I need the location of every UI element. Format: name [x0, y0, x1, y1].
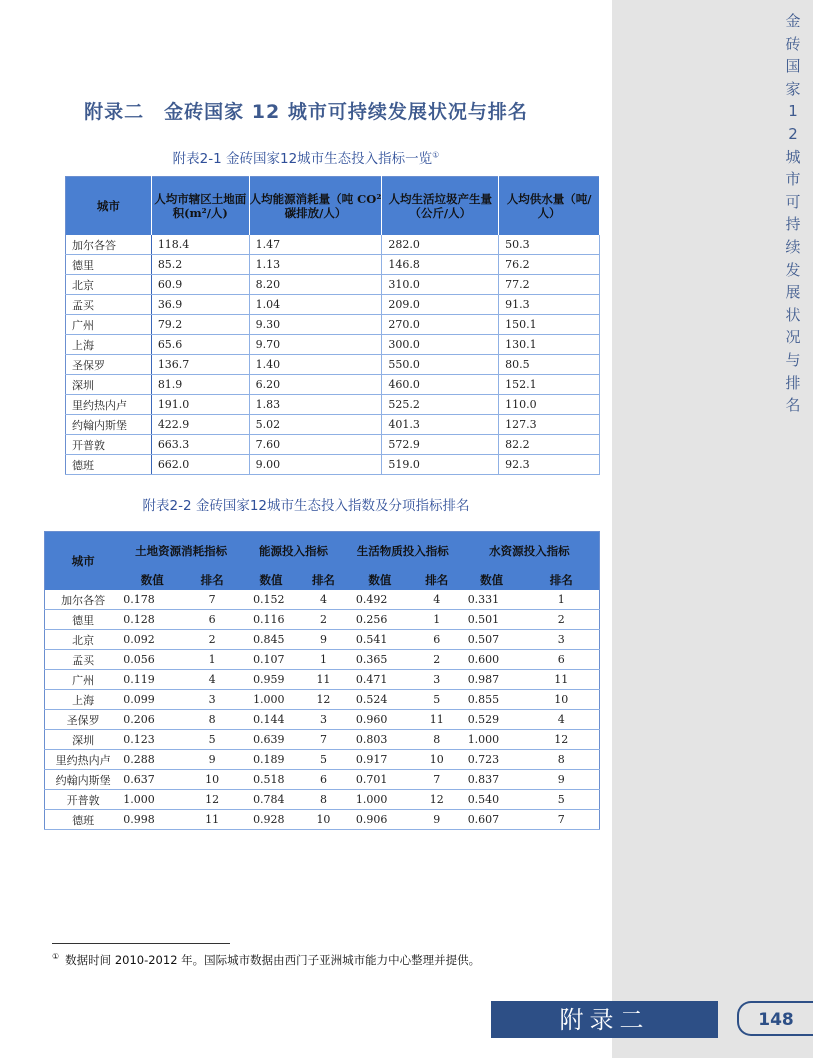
- city-cell: 圣保罗: [45, 710, 122, 730]
- table2-group-header: 生活物质投入指标: [346, 532, 460, 571]
- table1-header-row: [66, 177, 600, 236]
- value-cell: 36.9: [151, 295, 249, 315]
- rank-cell: 9: [301, 630, 346, 650]
- index-value-cell: 0.092: [121, 630, 183, 650]
- table2-sub-header: 数值: [460, 570, 524, 590]
- side-title-char: 金: [785, 12, 801, 30]
- table-row: [45, 790, 600, 810]
- table2-sub-header: 排名: [183, 570, 241, 590]
- value-cell: 50.3: [499, 235, 600, 255]
- index-value-cell: 1.000: [121, 790, 183, 810]
- value-cell: 136.7: [151, 355, 249, 375]
- table-row: [45, 730, 600, 750]
- table2-group-header-row: [45, 532, 600, 571]
- city-cell: 里约热内卢: [45, 750, 122, 770]
- value-cell: 5.02: [249, 415, 382, 435]
- table1-col-header: 城市: [66, 177, 152, 236]
- value-cell: 6.20: [249, 375, 382, 395]
- index-value-cell: 0.529: [460, 710, 524, 730]
- side-title-char: 持: [785, 215, 801, 234]
- side-title-char: 展: [785, 283, 801, 302]
- value-cell: 150.1: [499, 315, 600, 335]
- value-cell: 91.3: [499, 295, 600, 315]
- value-cell: 282.0: [382, 235, 499, 255]
- value-cell: 82.2: [499, 435, 600, 455]
- index-value-cell: 0.701: [346, 770, 414, 790]
- city-cell: 开普敦: [66, 435, 152, 455]
- rank-cell: 8: [301, 790, 346, 810]
- rank-cell: 1: [414, 610, 460, 630]
- table2-group-header: 土地资源消耗指标: [121, 532, 241, 571]
- index-value-cell: 0.803: [346, 730, 414, 750]
- rank-cell: 7: [414, 770, 460, 790]
- side-vertical-title: [780, 10, 806, 417]
- index-value-cell: 0.144: [241, 710, 301, 730]
- value-cell: 270.0: [382, 315, 499, 335]
- side-title-char: 2: [788, 124, 798, 143]
- index-value-cell: 0.492: [346, 590, 414, 610]
- rank-cell: 1: [183, 650, 241, 670]
- rank-cell: 8: [183, 710, 241, 730]
- side-title-char: 发: [785, 260, 801, 279]
- city-cell: 圣保罗: [66, 355, 152, 375]
- rank-cell: 9: [524, 770, 600, 790]
- table-row: [45, 590, 600, 610]
- index-value-cell: 0.256: [346, 610, 414, 630]
- rank-cell: 10: [301, 810, 346, 830]
- table-row: [45, 750, 600, 770]
- rank-cell: 12: [301, 690, 346, 710]
- value-cell: 422.9: [151, 415, 249, 435]
- index-value-cell: 0.784: [241, 790, 301, 810]
- city-cell: 深圳: [45, 730, 122, 750]
- ecological-input-table: [65, 176, 600, 475]
- table-row: [66, 375, 600, 395]
- index-value-cell: 0.471: [346, 670, 414, 690]
- index-value-cell: 0.501: [460, 610, 524, 630]
- table2-city-header: 城市: [45, 532, 122, 591]
- value-cell: 146.8: [382, 255, 499, 275]
- city-cell: 开普敦: [45, 790, 122, 810]
- rank-cell: 2: [301, 610, 346, 630]
- value-cell: 9.30: [249, 315, 382, 335]
- rank-cell: 3: [183, 690, 241, 710]
- ecological-index-ranking-table: [44, 531, 600, 830]
- index-value-cell: 0.331: [460, 590, 524, 610]
- rank-cell: 5: [524, 790, 600, 810]
- table1-caption: [0, 147, 612, 167]
- table-row: [66, 355, 600, 375]
- value-cell: 401.3: [382, 415, 499, 435]
- footnote-divider: [52, 943, 230, 944]
- value-cell: 152.1: [499, 375, 600, 395]
- value-cell: 81.9: [151, 375, 249, 395]
- city-cell: 约翰内斯堡: [45, 770, 122, 790]
- rank-cell: 8: [524, 750, 600, 770]
- city-cell: 广州: [66, 315, 152, 335]
- table-row: [66, 255, 600, 275]
- side-title-char: 砖: [785, 34, 801, 53]
- index-value-cell: 0.123: [121, 730, 183, 750]
- index-value-cell: 0.128: [121, 610, 183, 630]
- table-row: [66, 415, 600, 435]
- rank-cell: 12: [524, 730, 600, 750]
- value-cell: 79.2: [151, 315, 249, 335]
- value-cell: 9.00: [249, 455, 382, 475]
- index-value-cell: 0.960: [346, 710, 414, 730]
- footnote-text: 数据时间 2010-2012 年。国际城市数据由西门子亚洲城市能力中心整理并提供。: [65, 953, 481, 967]
- rank-cell: 6: [183, 610, 241, 630]
- table-row: [66, 315, 600, 335]
- value-cell: 8.20: [249, 275, 382, 295]
- city-cell: 上海: [45, 690, 122, 710]
- rank-cell: 6: [301, 770, 346, 790]
- table-row: [66, 395, 600, 415]
- index-value-cell: 0.928: [241, 810, 301, 830]
- city-cell: 加尔各答: [45, 590, 122, 610]
- value-cell: 127.3: [499, 415, 600, 435]
- index-value-cell: 0.119: [121, 670, 183, 690]
- rank-cell: 4: [524, 710, 600, 730]
- rank-cell: 4: [301, 590, 346, 610]
- value-cell: 525.2: [382, 395, 499, 415]
- table1-col-header: 人均生活垃圾产生量（公斤/人）: [382, 177, 499, 236]
- table-row: [45, 690, 600, 710]
- city-cell: 德班: [66, 455, 152, 475]
- rank-cell: 9: [183, 750, 241, 770]
- table2-sub-header: 数值: [346, 570, 414, 590]
- value-cell: 519.0: [382, 455, 499, 475]
- rank-cell: 3: [524, 630, 600, 650]
- table-row: [66, 435, 600, 455]
- value-cell: 662.0: [151, 455, 249, 475]
- rank-cell: 10: [414, 750, 460, 770]
- table1-col-header: 人均市辖区土地面积(m²/人): [151, 177, 249, 236]
- side-title-char: 排: [785, 373, 801, 392]
- table-row: [66, 295, 600, 315]
- side-title-char: 国: [785, 57, 801, 76]
- index-value-cell: 0.607: [460, 810, 524, 830]
- table1-caption-text: 附表2-1 金砖国家12城市生态投入指标一览: [172, 151, 433, 167]
- table-row: [45, 770, 600, 790]
- index-value-cell: 0.637: [121, 770, 183, 790]
- side-title-char: 续: [785, 237, 801, 256]
- rank-cell: 3: [414, 670, 460, 690]
- value-cell: 9.70: [249, 335, 382, 355]
- index-value-cell: 1.000: [346, 790, 414, 810]
- index-value-cell: 0.541: [346, 630, 414, 650]
- index-value-cell: 0.855: [460, 690, 524, 710]
- index-value-cell: 0.116: [241, 610, 301, 630]
- index-value-cell: 0.639: [241, 730, 301, 750]
- city-cell: 广州: [45, 670, 122, 690]
- value-cell: 209.0: [382, 295, 499, 315]
- rank-cell: 8: [414, 730, 460, 750]
- rank-cell: 11: [524, 670, 600, 690]
- rank-cell: 7: [524, 810, 600, 830]
- value-cell: 310.0: [382, 275, 499, 295]
- rank-cell: 4: [183, 670, 241, 690]
- city-cell: 北京: [45, 630, 122, 650]
- index-value-cell: 0.998: [121, 810, 183, 830]
- value-cell: 92.3: [499, 455, 600, 475]
- table-row: [66, 455, 600, 475]
- value-cell: 65.6: [151, 335, 249, 355]
- index-value-cell: 0.107: [241, 650, 301, 670]
- rank-cell: 7: [301, 730, 346, 750]
- city-cell: 加尔各答: [66, 235, 152, 255]
- value-cell: 191.0: [151, 395, 249, 415]
- rank-cell: 5: [301, 750, 346, 770]
- rank-cell: 12: [414, 790, 460, 810]
- index-value-cell: 1.000: [241, 690, 301, 710]
- rank-cell: 4: [414, 590, 460, 610]
- table-row: [66, 235, 600, 255]
- value-cell: 110.0: [499, 395, 600, 415]
- rank-cell: 11: [414, 710, 460, 730]
- appendix-label: 附录二: [491, 1001, 718, 1038]
- index-value-cell: 0.099: [121, 690, 183, 710]
- table2-group-header: 水资源投入指标: [460, 532, 600, 571]
- table2-sub-header: 排名: [414, 570, 460, 590]
- index-value-cell: 0.917: [346, 750, 414, 770]
- index-value-cell: 0.837: [460, 770, 524, 790]
- side-title-char: 状: [785, 305, 801, 324]
- city-cell: 德里: [45, 610, 122, 630]
- table-row: [45, 710, 600, 730]
- table1-col-header: 人均供水量（吨/人）: [499, 177, 600, 236]
- table2-sub-header: 排名: [524, 570, 600, 590]
- value-cell: 1.40: [249, 355, 382, 375]
- index-value-cell: 0.845: [241, 630, 301, 650]
- table2-caption: 附表2-2 金砖国家12城市生态投入指数及分项指标排名: [142, 498, 470, 514]
- value-cell: 1.47: [249, 235, 382, 255]
- value-cell: 60.9: [151, 275, 249, 295]
- side-title-char: 家: [785, 79, 801, 98]
- page-title: 附录二 金砖国家 12 城市可持续发展状况与排名: [84, 101, 528, 123]
- value-cell: 1.13: [249, 255, 382, 275]
- rank-cell: 2: [183, 630, 241, 650]
- index-value-cell: 0.524: [346, 690, 414, 710]
- rank-cell: 5: [183, 730, 241, 750]
- city-cell: 孟买: [66, 295, 152, 315]
- table-row: [45, 630, 600, 650]
- index-value-cell: 0.723: [460, 750, 524, 770]
- rank-cell: 10: [183, 770, 241, 790]
- index-value-cell: 0.056: [121, 650, 183, 670]
- index-value-cell: 0.507: [460, 630, 524, 650]
- table-row: [66, 275, 600, 295]
- table2-sub-header: 排名: [301, 570, 346, 590]
- rank-cell: 2: [414, 650, 460, 670]
- footnote-mark: ①: [52, 952, 60, 962]
- rank-cell: 1: [301, 650, 346, 670]
- value-cell: 130.1: [499, 335, 600, 355]
- side-title-char: 可: [785, 192, 801, 211]
- side-title-char: 与: [785, 350, 801, 369]
- rank-cell: 6: [414, 630, 460, 650]
- rank-cell: 10: [524, 690, 600, 710]
- table-row: [45, 610, 600, 630]
- table-row: [45, 650, 600, 670]
- value-cell: 1.83: [249, 395, 382, 415]
- index-value-cell: 0.540: [460, 790, 524, 810]
- table-row: [45, 810, 600, 830]
- rank-cell: 9: [414, 810, 460, 830]
- side-title-char: 城: [785, 147, 801, 166]
- index-value-cell: 0.600: [460, 650, 524, 670]
- table1-col-header: 人均能源消耗量（吨 CO² 碳排放/人）: [249, 177, 382, 236]
- index-value-cell: 0.987: [460, 670, 524, 690]
- rank-cell: 6: [524, 650, 600, 670]
- table-row: [66, 335, 600, 355]
- side-title-char: 况: [785, 328, 801, 347]
- value-cell: 550.0: [382, 355, 499, 375]
- value-cell: 80.5: [499, 355, 600, 375]
- value-cell: 1.04: [249, 295, 382, 315]
- city-cell: 德里: [66, 255, 152, 275]
- city-cell: 里约热内卢: [66, 395, 152, 415]
- table-row: [45, 670, 600, 690]
- table1-footnote-mark: ①: [432, 150, 440, 160]
- index-value-cell: 0.288: [121, 750, 183, 770]
- table2-group-header: 能源投入指标: [241, 532, 346, 571]
- index-value-cell: 0.518: [241, 770, 301, 790]
- rank-cell: 11: [183, 810, 241, 830]
- city-cell: 上海: [66, 335, 152, 355]
- index-value-cell: 0.206: [121, 710, 183, 730]
- table2-sub-header-row: [45, 570, 600, 590]
- value-cell: 572.9: [382, 435, 499, 455]
- city-cell: 孟买: [45, 650, 122, 670]
- rank-cell: 1: [524, 590, 600, 610]
- value-cell: 77.2: [499, 275, 600, 295]
- page-number: 148: [737, 1001, 813, 1036]
- city-cell: 深圳: [66, 375, 152, 395]
- index-value-cell: 0.959: [241, 670, 301, 690]
- rank-cell: 11: [301, 670, 346, 690]
- rank-cell: 5: [414, 690, 460, 710]
- value-cell: 7.60: [249, 435, 382, 455]
- index-value-cell: 0.152: [241, 590, 301, 610]
- rank-cell: 7: [183, 590, 241, 610]
- side-title-char: 名: [785, 396, 801, 415]
- table2-sub-header: 数值: [241, 570, 301, 590]
- value-cell: 300.0: [382, 335, 499, 355]
- index-value-cell: 1.000: [460, 730, 524, 750]
- city-cell: 北京: [66, 275, 152, 295]
- table2-sub-header: 数值: [121, 570, 183, 590]
- value-cell: 76.2: [499, 255, 600, 275]
- index-value-cell: 0.189: [241, 750, 301, 770]
- value-cell: 85.2: [151, 255, 249, 275]
- index-value-cell: 0.178: [121, 590, 183, 610]
- city-cell: 德班: [45, 810, 122, 830]
- side-title-char: 市: [785, 170, 801, 189]
- value-cell: 663.3: [151, 435, 249, 455]
- value-cell: 460.0: [382, 375, 499, 395]
- rank-cell: 12: [183, 790, 241, 810]
- city-cell: 约翰内斯堡: [66, 415, 152, 435]
- index-value-cell: 0.906: [346, 810, 414, 830]
- rank-cell: 2: [524, 610, 600, 630]
- side-title-char: 1: [788, 102, 798, 121]
- index-value-cell: 0.365: [346, 650, 414, 670]
- footnote: [52, 952, 480, 968]
- value-cell: 118.4: [151, 235, 249, 255]
- rank-cell: 3: [301, 710, 346, 730]
